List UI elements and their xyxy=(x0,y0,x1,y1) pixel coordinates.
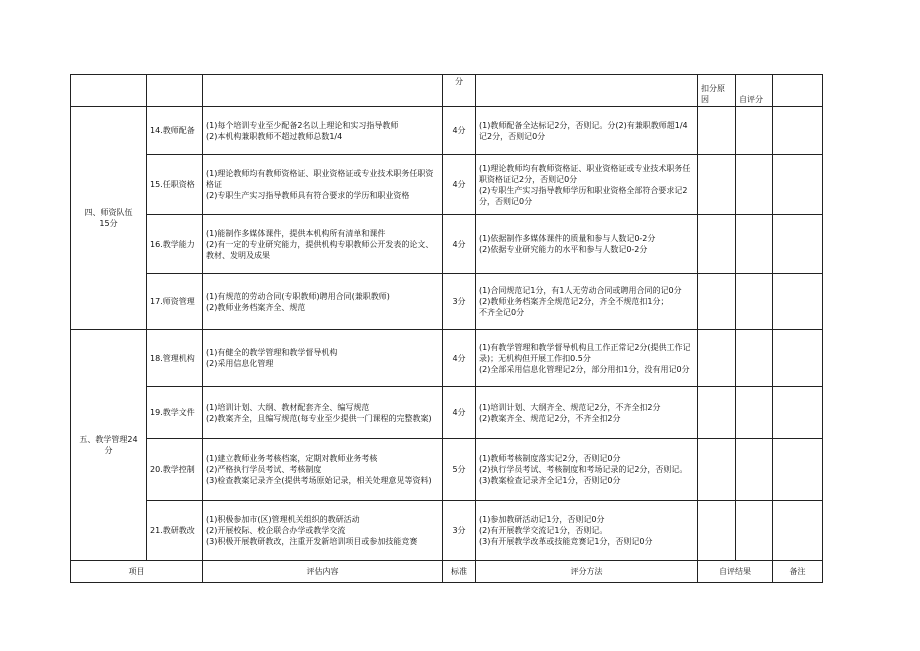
remark-cell[interactable] xyxy=(773,330,823,387)
remark-cell[interactable] xyxy=(773,274,823,330)
item-content: (1)能制作多媒体课件，提供本机构所有清单和课件 (2)有一定的专业研究能力，提供机构专职教师公开发表的论文、教材、发明及成果 xyxy=(203,215,443,274)
item-method: (1)教师考核制度落实记2分，否则记0分 (2)执行学员考试、考核制度和考场记录的记2分，否则记。 (3)教案检查记录齐全记1分，否则记0分 xyxy=(476,439,698,501)
section-name: 五、教学管理24 分 xyxy=(71,330,147,561)
item-content: (1)每个培训专业至少配备2名以上理论和实习指导教师 (2)本机构兼职教师不超过教师总数1/4 xyxy=(203,107,443,155)
points-unit-header: 分 xyxy=(443,75,476,107)
table-row xyxy=(71,155,823,215)
item-method: (1)合同规范记1分，有1人无劳动合同或聘用合同的记0分 (2)教师业务档案齐全规范记2分，齐全不规范扣1分； 不齐全记0分 xyxy=(476,274,698,330)
self-result-cell[interactable] xyxy=(698,439,736,501)
evaluation-table xyxy=(70,74,823,583)
footer-self-result-header: 自评结果 xyxy=(698,561,773,583)
self-result-cell[interactable] xyxy=(698,215,736,274)
footer-item-header: 项目 xyxy=(71,561,203,583)
item-name: 15.任职资格 xyxy=(147,155,203,215)
self-score-cell[interactable] xyxy=(736,155,773,215)
table-row xyxy=(71,439,823,501)
item-method: (1)教师配备全达标记2分，否则记。分(2)有兼职教师超1/4记2分，否则记0分 xyxy=(476,107,698,155)
footer-header-row xyxy=(71,561,823,583)
item-standard: 4分 xyxy=(443,387,476,439)
section-name: 四、师资队伍 15分 xyxy=(71,107,147,330)
table-row xyxy=(71,501,823,561)
item-method: (1)理论教师均有教师资格证、职业资格证或专业技术职务任职资格证记2分，否则记0分 (2)专职生产实习指导教师学历和职业资格全部符合要求记2分，否则记0分 xyxy=(476,155,698,215)
item-method: (1)参加教研活动记1分，否则记0分 (2)有开展教学交流记1分，否则记。 (3)有开展教学改革或技能竞赛记1分，否则记0分 xyxy=(476,501,698,561)
top-header-row xyxy=(71,75,823,107)
self-result-cell[interactable] xyxy=(698,330,736,387)
self-score-cell[interactable] xyxy=(736,387,773,439)
item-standard: 4分 xyxy=(443,107,476,155)
item-name: 18.管理机构 xyxy=(147,330,203,387)
footer-content-header: 评估内容 xyxy=(203,561,443,583)
self-result-cell[interactable] xyxy=(698,155,736,215)
footer-standard-header: 标准 xyxy=(443,561,476,583)
self-result-cell[interactable] xyxy=(698,274,736,330)
deduction-reason-header: 扣分原因 xyxy=(698,75,736,107)
item-standard: 4分 xyxy=(443,215,476,274)
table-row xyxy=(71,330,823,387)
self-score-cell[interactable] xyxy=(736,107,773,155)
item-content: (1)积极参加市(区)管理机关组织的教研活动 (2)开展校际、校企联合办学或教学交流 (3)积极开展教研教改，注重开发新培训项目或参加技能竞赛 xyxy=(203,501,443,561)
item-method: (1)培训计划、大纲齐全、规范记2分，不齐全扣2分 (2)教案齐全、规范记2分，不齐全扣2分 xyxy=(476,387,698,439)
self-result-cell[interactable] xyxy=(698,387,736,439)
item-name: 19.教学文件 xyxy=(147,387,203,439)
footer-remark-header: 备注 xyxy=(773,561,823,583)
self-score-cell[interactable] xyxy=(736,215,773,274)
table-row xyxy=(71,107,823,155)
self-score-cell[interactable] xyxy=(736,501,773,561)
item-content: (1)有健全的教学管理和教学督导机构 (2)采用信息化管理 xyxy=(203,330,443,387)
item-content: (1)理论教师均有教师资格证、职业资格证或专业技术职务任职资格证 (2)专职生产实习指导教师具有符合要求的学历和职业资格 xyxy=(203,155,443,215)
item-content: (1)有规范的劳动合同(专职教师)聘用合同(兼职教师) (2)教师业务档案齐全、规范 xyxy=(203,274,443,330)
item-name: 21.教研教改 xyxy=(147,501,203,561)
remark-cell[interactable] xyxy=(773,439,823,501)
table-row xyxy=(71,274,823,330)
item-standard: 4分 xyxy=(443,155,476,215)
footer-method-header: 评分方法 xyxy=(476,561,698,583)
remark-cell[interactable] xyxy=(773,107,823,155)
remark-cell[interactable] xyxy=(773,387,823,439)
self-score-header: 自评分 xyxy=(736,75,773,107)
self-score-cell[interactable] xyxy=(736,330,773,387)
item-standard: 4分 xyxy=(443,330,476,387)
remark-cell[interactable] xyxy=(773,215,823,274)
item-name: 14.教师配备 xyxy=(147,107,203,155)
self-score-cell[interactable] xyxy=(736,274,773,330)
item-standard: 3分 xyxy=(443,501,476,561)
item-method: (1)有教学管理和教学督导机构且工作正常记2分(提供工作记录)；无机构但开展工作扣0.5分 (2)全部采用信息化管理记2分，部分用扣1分，没有用记0分 xyxy=(476,330,698,387)
item-method: (1)依据制作多媒体课件的质量和参与人数记0-2分 (2)依据专业研究能力的水平和参与人数记0-2分 xyxy=(476,215,698,274)
item-standard: 3分 xyxy=(443,274,476,330)
table-row xyxy=(71,215,823,274)
self-result-cell[interactable] xyxy=(698,501,736,561)
self-score-cell[interactable] xyxy=(736,439,773,501)
item-name: 17.师资管理 xyxy=(147,274,203,330)
self-result-cell[interactable] xyxy=(698,107,736,155)
item-content: (1)建立教师业务考核档案，定期对教师业务考核 (2)严格执行学员考试、考核制度 (3)检查教案记录齐全(提供考场原始记录，相关处理意见等资料) xyxy=(203,439,443,501)
remark-cell[interactable] xyxy=(773,501,823,561)
item-standard: 5分 xyxy=(443,439,476,501)
item-name: 20.教学控制 xyxy=(147,439,203,501)
remark-cell[interactable] xyxy=(773,155,823,215)
table-row xyxy=(71,387,823,439)
item-name: 16.教学能力 xyxy=(147,215,203,274)
item-content: (1)培训计划、大纲、教材配套齐全、编写规范 (2)教案齐全，且编写规范(每专业至少提供一门课程的完整教案) xyxy=(203,387,443,439)
